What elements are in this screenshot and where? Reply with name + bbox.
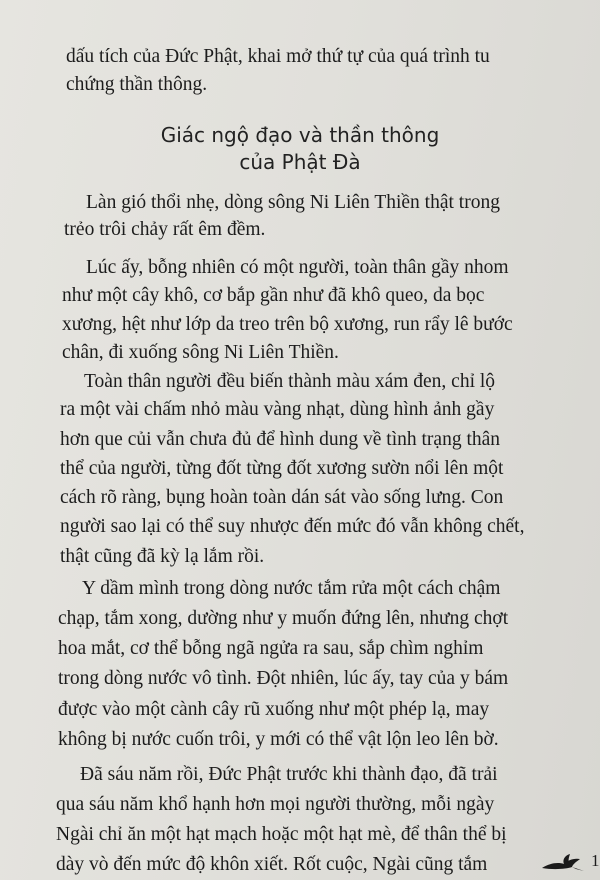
paragraph-line: cách rõ ràng, bụng hoàn toàn dán sát vào sống lưng. Con: [60, 487, 504, 508]
section-heading-line-1: Giác ngộ đạo và thần thông: [160, 123, 440, 147]
section-heading-line-2: của Phật Đà: [239, 150, 361, 174]
paragraph-line: Ngài chỉ ăn một hạt mạch hoặc một hạt mè, để thân thể bị: [56, 824, 507, 845]
paragraph-line: dày vò đến mức độ khôn xiết. Rốt cuộc, Ngài cũng tắm: [56, 854, 488, 875]
paragraph-line: người sao lại có thể suy nhược đến mức đó vẫn không chết,: [60, 516, 525, 537]
paragraph-line: Toàn thân người đều biến thành màu xám đen, chỉ lộ: [84, 371, 496, 392]
paragraph-line: thật cũng đã kỳ lạ lắm rồi.: [60, 546, 265, 567]
paragraph-line: trong dòng nước vô tình. Đột nhiên, lúc ấy, tay của y bám: [58, 668, 509, 689]
page-number: 1: [591, 851, 600, 870]
paragraph-line: chạp, tắm xong, dường như y muốn đứng lên, nhưng chợt: [58, 608, 509, 629]
paragraph-line: xương, hệt như lớp da treo trên bộ xương, run rẩy lê bước: [62, 314, 513, 335]
text-line: dấu tích của Đức Phật, khai mở thứ tự của quá trình tu: [66, 46, 490, 67]
paragraph-line: thể của người, từng đốt từng đốt xương sườn nổi lên một: [60, 458, 504, 479]
paragraph-line: Làn gió thổi nhẹ, dòng sông Ni Liên Thiền thật trong: [86, 192, 500, 213]
paragraph-line: Y dầm mình trong dòng nước tắm rửa một cách chậm: [82, 578, 501, 599]
paragraph-line: hoa mắt, cơ thể bỗng ngã ngửa ra sau, sắp chìm nghỉm: [58, 638, 484, 659]
paragraph-line: không bị nước cuốn trôi, y mới có thể vật lộn leo lên bờ.: [58, 729, 499, 750]
paragraph-line: Đã sáu năm rồi, Đức Phật trước khi thành đạo, đã trải: [80, 764, 498, 785]
paragraph-line: trẻo trôi chảy rất êm đềm.: [64, 219, 266, 240]
paragraph-line: Lúc ấy, bỗng nhiên có một người, toàn thân gầy nhom: [86, 257, 509, 278]
text-line: chứng thần thông.: [66, 74, 208, 95]
paragraph-line: hơn que củi vẫn chưa đủ để hình dung về tình trạng thân: [60, 429, 501, 450]
paragraph-line: được vào một cành cây rũ xuống như một phép lạ, may: [58, 699, 490, 720]
paragraph-line: chân, đi xuống sông Ni Liên Thiền.: [62, 342, 339, 363]
paragraph-line: như một cây khô, cơ bắp gần như đã khô queo, da bọc: [62, 285, 485, 306]
paragraph-line: qua sáu năm khổ hạnh hơn mọi người thường, mỗi ngày: [56, 794, 495, 815]
paragraph-line: ra một vài chấm nhỏ màu vàng nhạt, dùng hình ảnh gầy: [60, 399, 495, 420]
